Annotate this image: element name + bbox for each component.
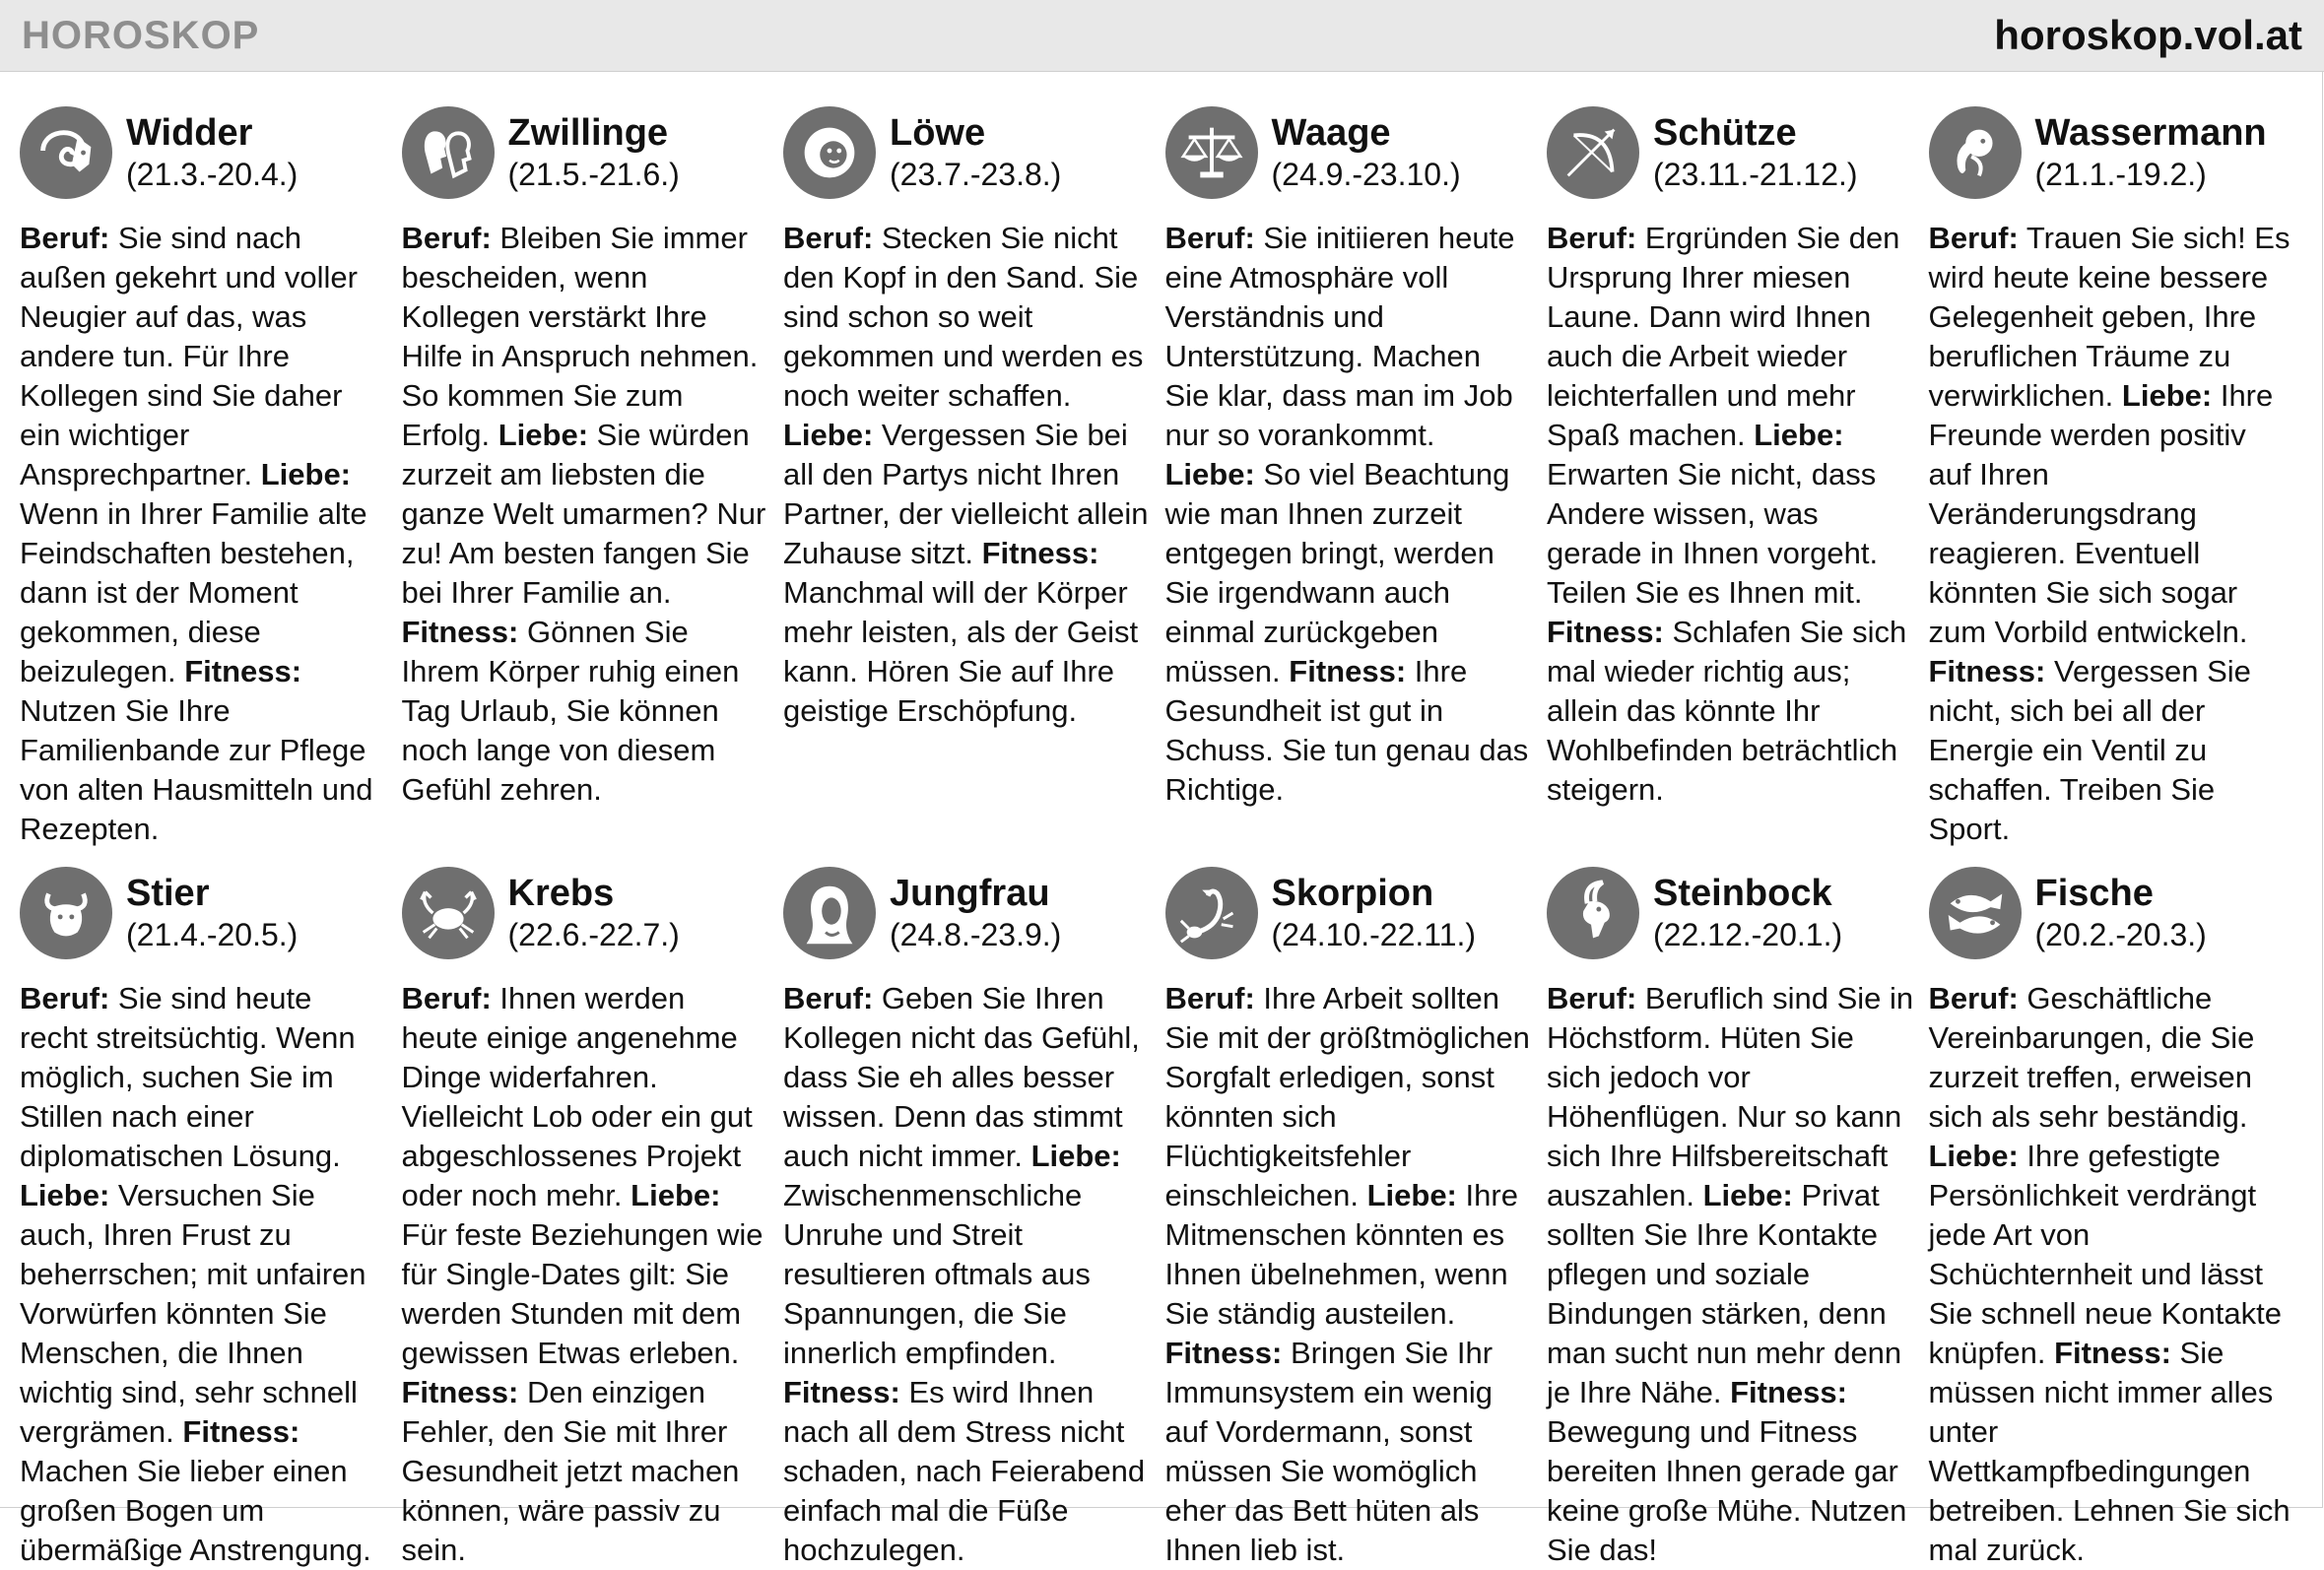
sign-text	[402, 979, 770, 1570]
fitness-label: Fitness:	[401, 1375, 519, 1409]
sign-name: Wassermann	[2034, 112, 2267, 154]
scorpion-icon	[1165, 867, 1258, 959]
sign-dates: (21.5.-21.6.)	[507, 157, 680, 192]
ibex-icon	[1547, 867, 1639, 959]
sign-fische	[1929, 849, 2311, 1570]
sign-name: Löwe	[890, 112, 986, 154]
sign-dates: (24.8.-23.9.)	[890, 917, 1062, 952]
liebe-label: Liebe:	[20, 1178, 110, 1212]
fitness-text: Bringen Sie Ihr Immunsystem ein wenig auf Vordermann, sonst müssen Sie womöglich eher das Bett hüten als Ihnen lieb ist.	[1164, 1336, 1494, 1567]
fitness-label: Fitness:	[401, 615, 519, 649]
beruf-label: Beruf:	[401, 221, 492, 255]
sign-dates: (21.3.-20.4.)	[126, 157, 299, 192]
sign-dates: (24.10.-22.11.)	[1271, 917, 1477, 952]
liebe-text: Zwischenmenschliche Unruhe und Streit resultieren oftmals aus Spannungen, die Sie innerlich empfinden.	[783, 1178, 1091, 1370]
liebe-label: Liebe:	[498, 418, 589, 452]
sign-name: Waage	[1271, 112, 1391, 154]
sign-name: Schütze	[1653, 112, 1797, 154]
sign-jungfrau	[783, 849, 1165, 1570]
beruf-label: Beruf:	[1547, 981, 1637, 1015]
liebe-label: Liebe:	[1754, 418, 1844, 452]
sign-text	[783, 219, 1152, 731]
crab-icon	[402, 867, 495, 959]
fitness-label: Fitness:	[1289, 654, 1407, 688]
beruf-label: Beruf:	[783, 221, 874, 255]
fitness-text: Machen Sie lieber einen großen Bogen um übermäßige Anstrengung.	[20, 1454, 371, 1567]
fitness-label: Fitness:	[182, 1414, 300, 1449]
sign-text	[1547, 219, 1915, 810]
sign-dates: (21.4.-20.5.)	[126, 917, 299, 952]
sign-dates: (22.12.-20.1.)	[1653, 917, 1843, 952]
beruf-label: Beruf:	[783, 981, 874, 1015]
liebe-text: Ihre Mitmenschen könnten es Ihnen übelnehmen, wenn Sie ständig austeilen.	[1164, 1178, 1518, 1331]
beruf-text: Trauen Sie sich! Es wird heute keine bessere Gelegenheit geben, Ihre beruflichen Träume zu verwirklichen.	[1928, 221, 2291, 413]
sign-text	[1547, 979, 1915, 1570]
fitness-text: Gönnen Sie Ihrem Körper ruhig einen Tag Urlaub, Sie können noch lange von diesem Gefühl zehren.	[401, 615, 740, 807]
sign-text	[1165, 979, 1534, 1570]
liebe-text: Erwarten Sie nicht, dass Andere wissen, was gerade in Ihnen vorgeht. Teilen Sie es Ihnen mit.	[1547, 457, 1879, 610]
beruf-label: Beruf:	[1547, 221, 1637, 255]
archer-icon	[1547, 106, 1639, 199]
fitness-text: Den einzigen Fehler, den Sie mit Ihrer Gesundheit jetzt machen können, wäre passiv zu sein.	[401, 1375, 740, 1567]
liebe-label: Liebe:	[1164, 457, 1255, 491]
beruf-text: Stecken Sie nicht den Kopf in den Sand. Sie sind schon so weit gekommen und werden es noch weiter schaffen.	[783, 221, 1144, 413]
beruf-text: Sie initiieren heute eine Atmosphäre voll Verständnis und Unterstützung. Machen Sie klar, dass man im Job nur so vorankommt.	[1164, 221, 1515, 452]
liebe-text: Privat sollten Sie Ihre Kontakte pflegen und soziale Bindungen stärken, denn man sucht nun mehr denn je Ihre Nähe.	[1547, 1178, 1902, 1409]
sign-stier	[20, 849, 402, 1570]
sign-text	[402, 219, 770, 810]
fitness-label: Fitness:	[184, 654, 302, 688]
sign-name: Zwillinge	[507, 112, 669, 154]
fitness-text: Schlafen Sie sich mal wieder richtig aus; allein das könnte Ihr Wohlbefinden beträchtlich steigern.	[1547, 615, 1907, 807]
sign-name: Jungfrau	[890, 873, 1050, 914]
sign-krebs	[402, 849, 784, 1570]
beruf-label: Beruf:	[1928, 221, 2019, 255]
sign-wassermann	[1929, 106, 2311, 849]
liebe-text: So viel Beachtung wie man Ihnen zurzeit entgegen bringt, werden Sie irgendwann auch einmal zurückgeben müssen.	[1164, 457, 1510, 688]
header-bar	[0, 0, 2324, 72]
sign-waage	[1165, 106, 1548, 849]
liebe-text: Ihre gefestigte Persönlichkeit verdrängt jede Art von Schüchternheit und lässt Sie schnell neue Kontakte knüpfen.	[1928, 1139, 2282, 1370]
sign-dates: (20.2.-20.3.)	[2034, 917, 2207, 952]
sign-text	[20, 979, 388, 1570]
beruf-text: Geben Sie Ihren Kollegen nicht das Gefühl, dass Sie eh alles besser wissen. Denn das stimmt auch nicht immer.	[783, 981, 1140, 1173]
liebe-label: Liebe:	[260, 457, 352, 491]
fitness-text: Nutzen Sie Ihre Familienbande zur Pflege von alten Hausmitteln und Rezepten.	[20, 693, 373, 846]
sign-dates: (24.9.-23.10.)	[1271, 157, 1461, 192]
scales-icon	[1165, 106, 1258, 199]
fitness-text: Sie müssen nicht immer alles unter Wettkampfbedingungen betreiben. Lehnen Sie sich mal zurück.	[1928, 1336, 2291, 1567]
twins-icon	[402, 106, 495, 199]
fitness-text: Vergessen Sie nicht, sich bei all der Energie ein Ventil zu schaffen. Treiben Sie Sport.	[1928, 654, 2251, 846]
sign-text	[20, 219, 388, 849]
sign-steinbock	[1547, 849, 1929, 1570]
liebe-label: Liebe:	[1366, 1178, 1457, 1212]
sign-text	[1929, 219, 2297, 849]
beruf-text: Sie sind nach außen gekehrt und voller Neugier auf das, was andere tun. Für Ihre Kollegen sind Sie daher ein wichtiger Ansprechpartner.	[20, 221, 358, 491]
beruf-text: Beruflich sind Sie in Höchstform. Hüten Sie sich jedoch vor Höhenflügen. Nur so kann sich Ihre Hilfsbereitschaft auszahlen.	[1547, 981, 1914, 1212]
fitness-label: Fitness:	[783, 1375, 900, 1409]
sign-skorpion	[1165, 849, 1548, 1570]
sign-name: Steinbock	[1653, 873, 1832, 914]
liebe-text: Versuchen Sie auch, Ihren Frust zu beherrschen; mit unfairen Vorwürfen könnten Sie Menschen, die Ihnen wichtig sind, sehr schnell vergrämen.	[20, 1178, 366, 1449]
sign-text	[1165, 219, 1534, 810]
lion-icon	[783, 106, 876, 199]
fitness-label: Fitness:	[2054, 1336, 2171, 1370]
sign-dates: (23.11.-21.12.)	[1653, 157, 1858, 192]
fitness-text: Manchmal will der Körper mehr leisten, als der Geist kann. Hören Sie auf Ihre geistige Erschöpfung.	[783, 575, 1139, 728]
fitness-text: Ihre Gesundheit ist gut in Schuss. Sie tun genau das Richtige.	[1164, 654, 1529, 807]
fitness-label: Fitness:	[1928, 654, 2046, 688]
sign-widder	[20, 106, 402, 849]
sign-name: Skorpion	[1271, 873, 1434, 914]
sign-dates: (22.6.-22.7.)	[507, 917, 680, 952]
liebe-label: Liebe:	[2121, 378, 2213, 413]
liebe-text: Sie würden zurzeit am liebsten die ganze Welt umarmen? Nur zu! Am besten fangen Sie bei Ihrer Familie an.	[401, 418, 766, 610]
sign-dates: (21.1.-19.2.)	[2034, 157, 2207, 192]
sign-name: Krebs	[507, 873, 615, 914]
liebe-text: Ihre Freunde werden positiv auf Ihren Veränderungsdrang reagieren. Eventuell könnten Sie sich sogar zum Vorbild entwickeln.	[1928, 378, 2274, 649]
beruf-label: Beruf:	[1164, 981, 1255, 1015]
site-url[interactable]: horoskop.vol.at	[1994, 12, 2302, 58]
liebe-text: Für feste Beziehungen wie für Single-Dates gilt: Sie werden Stunden mit dem gewissen Etwas erleben.	[401, 1217, 764, 1370]
beruf-label: Beruf:	[1164, 221, 1255, 255]
beruf-label: Beruf:	[1928, 981, 2019, 1015]
fitness-label: Fitness:	[1547, 615, 1664, 649]
liebe-label: Liebe:	[1928, 1139, 2019, 1173]
beruf-text: Bleiben Sie immer bescheiden, wenn Kollegen verstärkt Ihre Hilfe in Anspruch nehmen. So kommen Sie zum Erfolg.	[401, 221, 759, 452]
fitness-text: Bewegung und Fitness bereiten Ihnen gerade gar keine große Mühe. Nutzen Sie das!	[1547, 1414, 1907, 1567]
beruf-text: Sie sind heute recht streitsüchtig. Wenn möglich, suchen Sie im Stillen nach einer diplomatischen Lösung.	[20, 981, 356, 1173]
fitness-label: Fitness:	[981, 536, 1099, 570]
sign-text	[783, 979, 1152, 1570]
bull-icon	[20, 867, 112, 959]
virgin-icon	[783, 867, 876, 959]
sign-name: Stier	[126, 873, 210, 914]
sign-text	[1929, 979, 2297, 1570]
page-title: HOROSKOP	[22, 14, 260, 57]
liebe-label: Liebe:	[1702, 1178, 1793, 1212]
horoscope-grid	[20, 106, 2310, 1567]
sign-loewe	[783, 106, 1165, 849]
fish-icon	[1929, 867, 2022, 959]
beruf-label: Beruf:	[20, 221, 110, 255]
fitness-text: Es wird Ihnen nach all dem Stress nicht schaden, nach Feierabend einfach mal die Füße hochzulegen.	[783, 1375, 1146, 1567]
beruf-label: Beruf:	[401, 981, 492, 1015]
fitness-label: Fitness:	[1730, 1375, 1847, 1409]
sign-schuetze	[1547, 106, 1929, 849]
liebe-text: Vergessen Sie bei all den Partys nicht Ihren Partner, der vielleicht allein Zuhause sitzt.	[783, 418, 1149, 570]
sign-name: Fische	[2034, 873, 2154, 914]
sign-zwillinge	[402, 106, 784, 849]
beruf-text: Ihre Arbeit sollten Sie mit der größtmöglichen Sorgfalt erledigen, sonst könnten sich Flüchtigkeitsfehler einschleichen.	[1164, 981, 1530, 1212]
sign-name: Widder	[126, 112, 253, 154]
sign-dates: (23.7.-23.8.)	[890, 157, 1062, 192]
fitness-label: Fitness:	[1164, 1336, 1283, 1370]
liebe-text: Wenn in Ihrer Familie alte Feindschaften bestehen, dann ist der Moment gekommen, diese beizulegen.	[20, 496, 367, 688]
beruf-label: Beruf:	[20, 981, 110, 1015]
beruf-text: Ergründen Sie den Ursprung Ihrer miesen Laune. Dann wird Ihnen auch die Arbeit wieder leichterfallen und mehr Spaß machen.	[1547, 221, 1900, 452]
liebe-label: Liebe:	[631, 1178, 721, 1212]
beruf-text: Geschäftliche Vereinbarungen, die Sie zurzeit treffen, erweisen sich als sehr beständig.	[1928, 981, 2255, 1134]
ram-icon	[20, 106, 112, 199]
liebe-label: Liebe:	[1030, 1139, 1121, 1173]
beruf-text: Ihnen werden heute einige angenehme Dinge widerfahren. Vielleicht Lob oder ein gut abgeschlossenes Projekt oder noch mehr.	[401, 981, 753, 1212]
liebe-label: Liebe:	[783, 418, 874, 452]
water-bearer-icon	[1929, 106, 2022, 199]
